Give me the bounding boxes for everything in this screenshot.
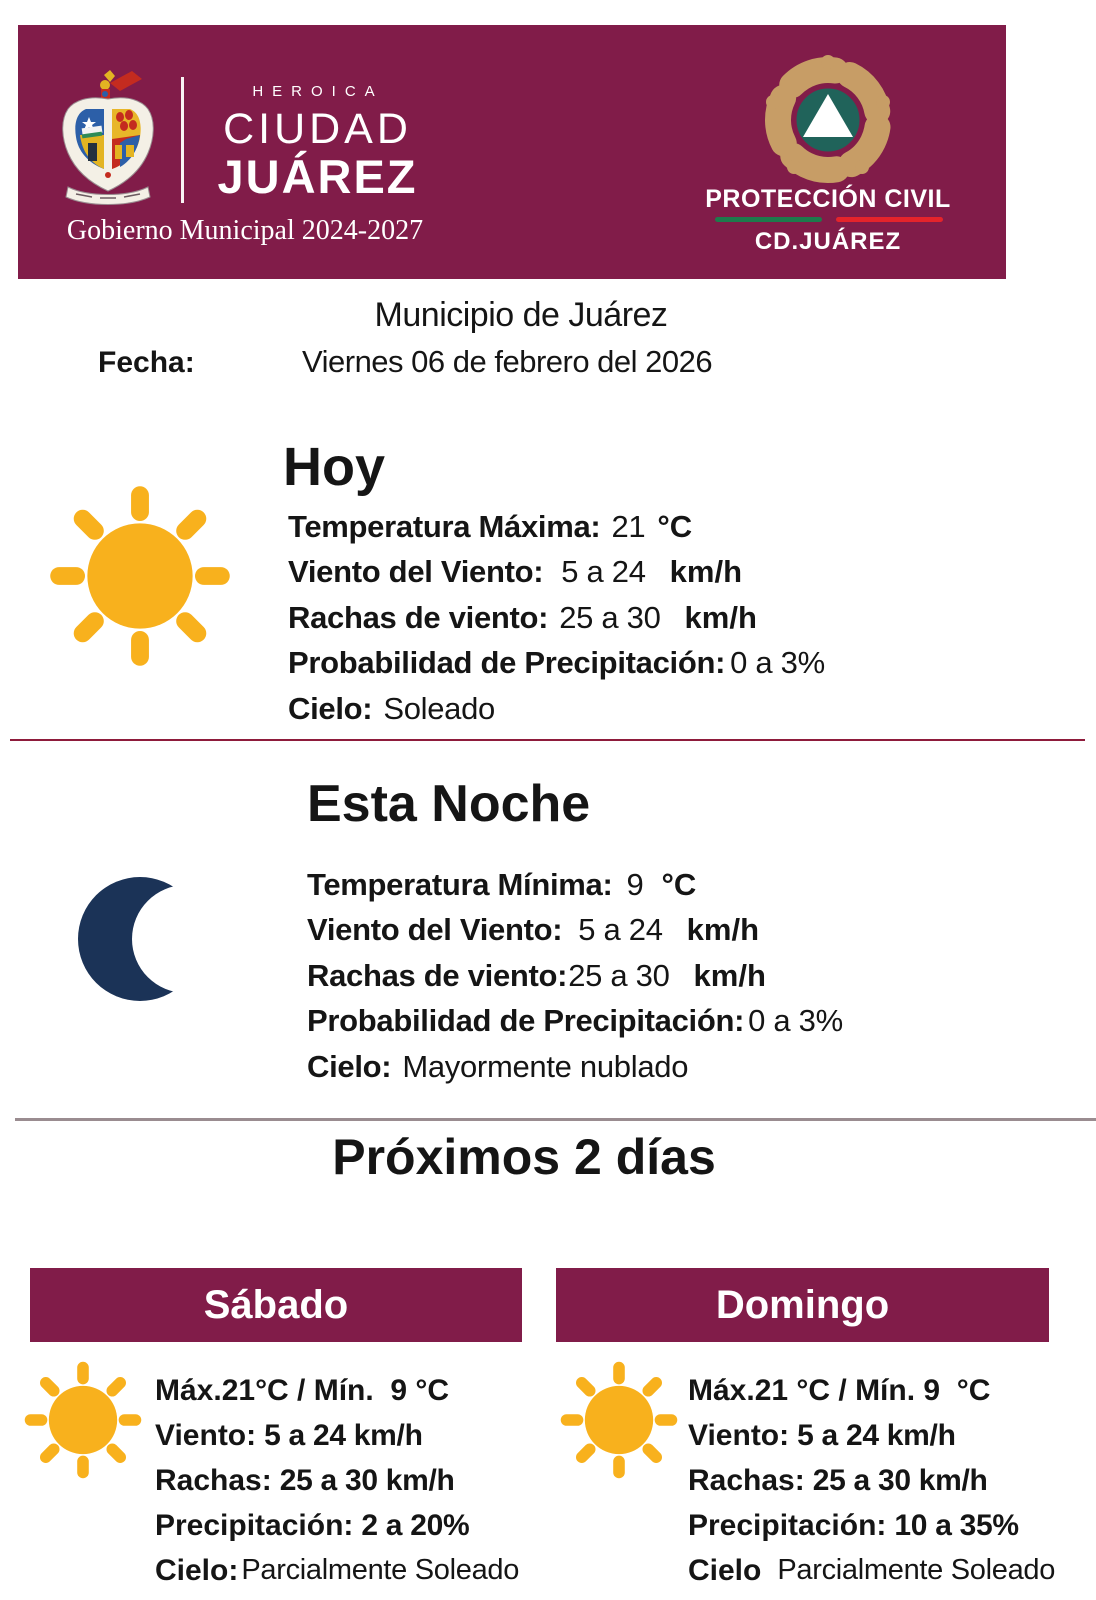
- sunday-precip-row: Precipitación: 10 a 35%: [688, 1508, 1019, 1542]
- page-title: Municipio de Juárez: [374, 296, 668, 334]
- sunday-header-bar: [556, 1268, 1049, 1342]
- saturday-wind-row: Viento: 5 a 24 km/h: [155, 1418, 423, 1452]
- fecha-label: Fecha:: [98, 346, 195, 379]
- city-coat-of-arms: [58, 69, 158, 211]
- today-precip-row: Probabilidad de Precipitación: 0 a 3%: [288, 645, 825, 681]
- sun-icon: [558, 1356, 680, 1484]
- saturday-details: [155, 1368, 519, 1593]
- tonight-precip-row: Probabilidad de Precipitación: 0 a 3%: [307, 1003, 843, 1039]
- saturday-header-bar: [30, 1268, 522, 1342]
- banner-gobierno: Gobierno Municipal 2024-2027: [66, 215, 424, 246]
- tonight-title: Esta Noche: [307, 775, 591, 833]
- saturday-precip-row: Precipitación: 2 a 20%: [155, 1508, 470, 1542]
- flag-underline: [715, 217, 943, 222]
- today-title: Hoy: [283, 437, 386, 497]
- banner-ciudad: CIUDAD: [223, 105, 412, 153]
- next-days-title: Próximos 2 días: [332, 1129, 716, 1185]
- section-divider: [15, 1118, 1096, 1121]
- moon-icon: [78, 848, 198, 1030]
- flag-red-bar: [836, 217, 943, 222]
- saturday-day-label: Sábado: [203, 1282, 349, 1327]
- today-sky-row: Cielo: Soleado: [288, 690, 495, 726]
- sun-icon: [22, 1356, 144, 1484]
- saturday-gusts-row: Rachas: 25 a 30 km/h: [155, 1463, 455, 1497]
- sunday-maxmin-row: Máx.21 °C / Mín. 9 °C: [688, 1373, 991, 1407]
- today-wind-row: Viento del Viento: 5 a 24 km/h: [288, 554, 743, 590]
- civil-protection-emblem-icon: [756, 48, 900, 192]
- sun-icon: [46, 478, 234, 674]
- sunday-wind-row: Viento: 5 a 24 km/h: [688, 1418, 956, 1452]
- today-gusts-row: Rachas de viento: 25 a 30 km/h: [288, 599, 757, 635]
- tonight-details: [307, 862, 843, 1090]
- today-details: [288, 504, 825, 732]
- saturday-sky-row: Cielo: Parcialmente Soleado: [155, 1553, 520, 1587]
- header-banner: [18, 25, 1006, 279]
- banner-juarez: JUÁREZ: [217, 150, 418, 203]
- saturday-maxmin-row: Máx.21°C / Mín. 9 °C: [155, 1373, 450, 1407]
- fecha-value: Viernes 06 de febrero del 2026: [302, 344, 713, 379]
- today-temp-max-row: Temperatura Máxima: 21 °C: [288, 508, 693, 544]
- sunday-day-label: Domingo: [715, 1282, 890, 1327]
- sunday-gusts-row: Rachas: 25 a 30 km/h: [688, 1463, 988, 1497]
- sunday-sky-row: Cielo Parcialmente Soleado: [688, 1553, 1056, 1587]
- banner-heroica: HEROICA: [252, 83, 384, 100]
- tonight-gusts-row: Rachas de viento: 25 a 30 km/h: [307, 957, 766, 993]
- tonight-sky-row: Cielo: Mayormente nublado: [307, 1048, 689, 1084]
- banner-cd-juarez: CD.JUÁREZ: [754, 228, 902, 255]
- flag-green-bar: [715, 217, 822, 222]
- banner-divider-line: [181, 77, 184, 203]
- tonight-wind-row: Viento del Viento: 5 a 24 km/h: [307, 912, 760, 948]
- tonight-temp-min-row: Temperatura Mínima: 9 °C: [307, 866, 697, 902]
- sunday-details: [688, 1368, 1055, 1593]
- section-divider: [10, 739, 1085, 741]
- banner-proteccion-civil: PROTECCIÓN CIVIL: [705, 185, 951, 213]
